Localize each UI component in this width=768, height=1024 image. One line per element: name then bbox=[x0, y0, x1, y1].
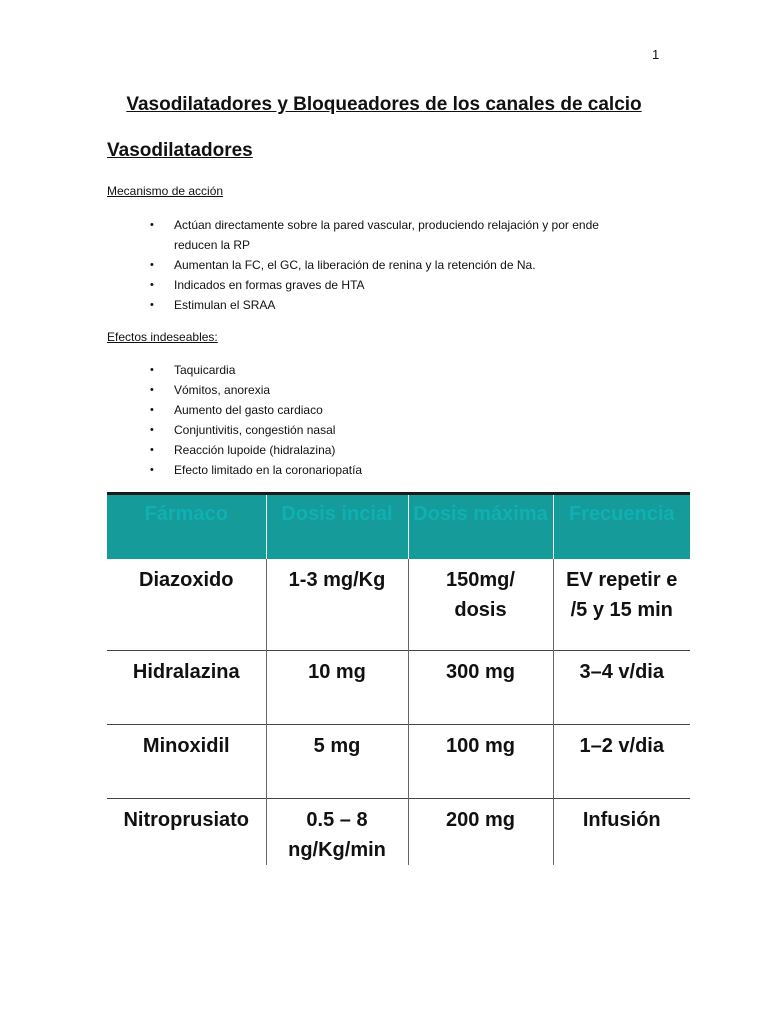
bullet-icon: • bbox=[150, 219, 154, 231]
drug-name-cell: Hidralazina bbox=[107, 651, 266, 725]
list-item-text: Estimulan el SRAA bbox=[174, 298, 276, 312]
frequency-cell: 3–4 v/dia bbox=[553, 651, 690, 725]
mechanism-heading: Mecanismo de acción bbox=[107, 184, 224, 198]
table-row bbox=[107, 799, 690, 866]
drug-name-cell: Nitroprusiato bbox=[107, 799, 266, 866]
list-item bbox=[150, 275, 644, 295]
max-dose-cell: 200 mg bbox=[408, 799, 553, 866]
list-item bbox=[150, 460, 644, 480]
initial-dose-cell: 5 mg bbox=[266, 725, 408, 799]
initial-dose-cell: 1-3 mg/Kg bbox=[266, 559, 408, 651]
list-item-text: Taquicardia bbox=[174, 363, 236, 377]
column-header-frequency: Frecuencia bbox=[553, 494, 690, 560]
drug-name-cell: Minoxidil bbox=[107, 725, 266, 799]
side-effects-list bbox=[150, 360, 644, 480]
list-item-text: Efecto limitado en la coronariopatía bbox=[174, 463, 363, 477]
max-dose-cell bbox=[408, 559, 553, 651]
column-header-initial-dose: Dosis incial bbox=[266, 494, 408, 560]
max-dose-cell: 100 mg bbox=[408, 725, 553, 799]
table-header-row bbox=[107, 494, 690, 560]
bullet-icon: • bbox=[150, 464, 154, 476]
cell-text-line: /5 y 15 min bbox=[570, 599, 673, 621]
mechanism-list bbox=[150, 215, 644, 315]
list-item-text: Aumento del gasto cardiaco bbox=[174, 403, 323, 417]
cell-text-line: EV repetir e bbox=[566, 569, 678, 591]
initial-dose-cell: 10 mg bbox=[266, 651, 408, 725]
side-effects-heading: Efectos indeseables: bbox=[107, 330, 218, 344]
page-number: 1 bbox=[652, 47, 660, 62]
list-item bbox=[150, 380, 644, 400]
bullet-icon: • bbox=[150, 259, 154, 271]
bullet-icon: • bbox=[150, 384, 154, 396]
frequency-cell: Infusión bbox=[553, 799, 690, 866]
bullet-icon: • bbox=[150, 279, 154, 291]
column-header-drug: Fármaco bbox=[107, 494, 266, 560]
table-row bbox=[107, 651, 690, 725]
initial-dose-cell bbox=[266, 799, 408, 866]
list-item bbox=[150, 255, 644, 275]
list-item bbox=[150, 420, 644, 440]
bullet-icon: • bbox=[150, 424, 154, 436]
bullet-icon: • bbox=[150, 364, 154, 376]
list-item-text: Indicados en formas graves de HTA bbox=[174, 278, 365, 292]
cell-text-line: ng/Kg/min bbox=[288, 839, 386, 861]
cell-text-line: dosis bbox=[454, 599, 507, 621]
document-title: Vasodilatadores y Bloqueadores de los canales de calcio bbox=[126, 94, 642, 115]
cell-text-line: 0.5 – 8 bbox=[306, 809, 368, 831]
bullet-icon: • bbox=[150, 404, 154, 416]
max-dose-cell: 300 mg bbox=[408, 651, 553, 725]
list-item-text: Vómitos, anorexia bbox=[174, 383, 271, 397]
list-item-text: Aumentan la FC, el GC, la liberación de renina y la retención de Na. bbox=[174, 258, 536, 272]
list-item-text: Reacción lupoide (hidralazina) bbox=[174, 443, 336, 457]
bullet-icon: • bbox=[150, 299, 154, 311]
table-row bbox=[107, 725, 690, 799]
list-item bbox=[150, 215, 644, 255]
drug-name-cell: Diazoxido bbox=[139, 569, 234, 591]
table-row bbox=[107, 559, 690, 651]
column-header-max-dose: Dosis máxima bbox=[408, 494, 553, 560]
list-item-text: Conjuntivitis, congestión nasal bbox=[174, 423, 336, 437]
bullet-icon: • bbox=[150, 444, 154, 456]
list-item bbox=[150, 440, 644, 460]
list-item-text: Actúan directamente sobre la pared vascular, produciendo relajación y por ende reducen la RP bbox=[174, 218, 599, 252]
drug-dosage-table bbox=[107, 492, 690, 865]
list-item bbox=[150, 360, 644, 380]
list-item bbox=[150, 400, 644, 420]
frequency-cell: 1–2 v/dia bbox=[553, 725, 690, 799]
list-item bbox=[150, 295, 644, 315]
section-title: Vasodilatadores bbox=[107, 140, 253, 161]
frequency-cell bbox=[553, 559, 690, 651]
cell-text-line: 150mg/ bbox=[446, 569, 515, 591]
